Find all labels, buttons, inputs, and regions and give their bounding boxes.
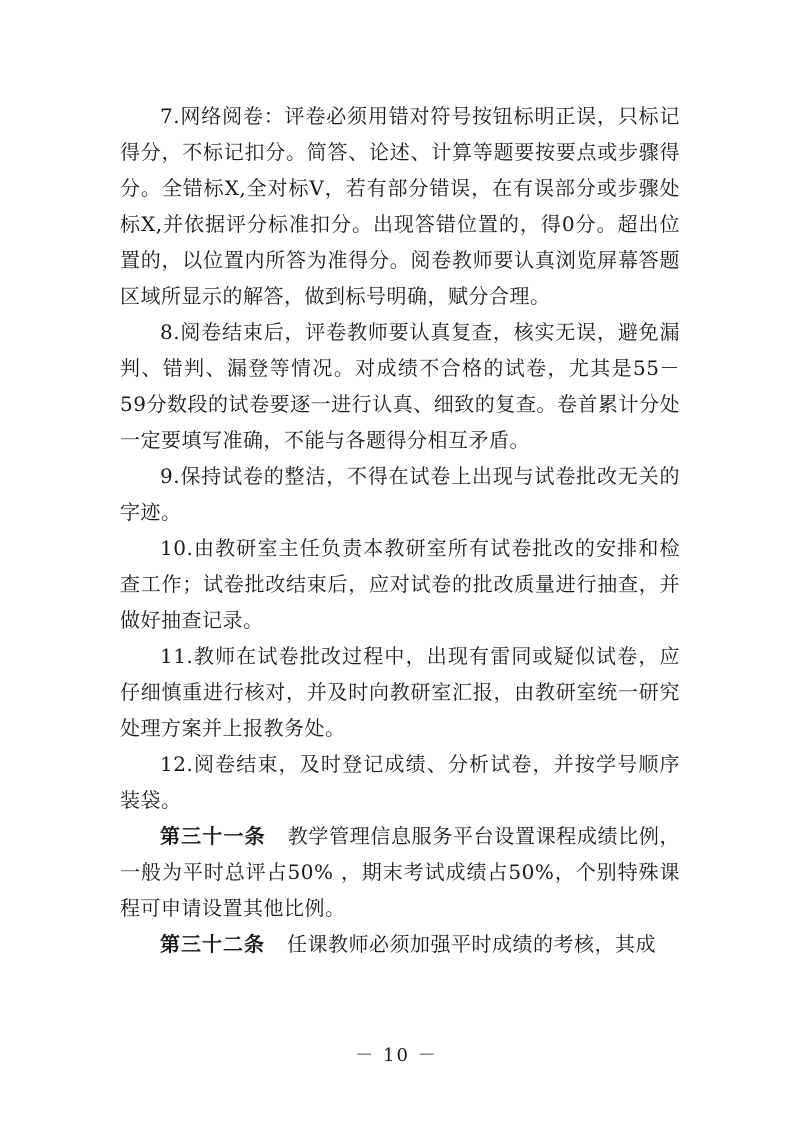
article-32 <box>120 926 680 962</box>
paragraph-item-9: 9.保持试卷的整洁，不得在试卷上出现与试卷批改无关的字迹。 <box>120 464 680 524</box>
article-31-title: 第三十一条 <box>160 824 266 848</box>
page-number: － 10 － <box>355 1045 438 1066</box>
paragraph-item-7: 7.网络阅卷：评卷必须用错对符号按钮标明正误，只标记得分，不标记扣分。简答、论述、计算等题要按要点或步骤得分。全错标X,全对标V，若有部分错误，在有误部分或步骤处标X,并依据评分标准扣分。出现答错位置的，得0分。超出位置的，以位置内所答为准得分。阅卷教师要认真浏览屏幕答题区域所显示的解答，做到标号明确，赋分合理。 <box>120 104 680 308</box>
paragraph-item-11: 11.教师在试卷批改过程中，出现有雷同或疑似试卷，应仔细慎重进行核对，并及时向教研室汇报，由教研室统一研究处理方案并上报教务处。 <box>120 644 680 740</box>
article-32-text: 任课教师必须加强平时成绩的考核，其成 <box>287 932 656 956</box>
article-31-text: 教学管理信息服务平台设置课程成绩比例，一般为平时总评占50% ，期末考试成绩占50%，个别特殊课程可申请设置其他比例。 <box>120 824 681 920</box>
article-32-title: 第三十二条 <box>160 932 265 956</box>
paragraph-item-10: 10.由教研室主任负责本教研室所有试卷批改的安排和检查工作；试卷批改结束后，应对试卷的批改质量进行抽查，并做好抽查记录。 <box>120 536 680 632</box>
paragraph-item-8: 8.阅卷结束后，评卷教师要认真复查，核实无误，避免漏判、错判、漏登等情况。对成绩不合格的试卷，尤其是55－59分数段的试卷要逐一进行认真、细致的复查。卷首累计分处一定要填写准确，不能与各题得分相互矛盾。 <box>120 320 680 452</box>
paragraph-item-12: 12.阅卷结束，及时登记成绩、分析试卷，并按学号顺序装袋。 <box>120 752 680 812</box>
article-31 <box>120 818 680 926</box>
body-text <box>120 98 680 962</box>
